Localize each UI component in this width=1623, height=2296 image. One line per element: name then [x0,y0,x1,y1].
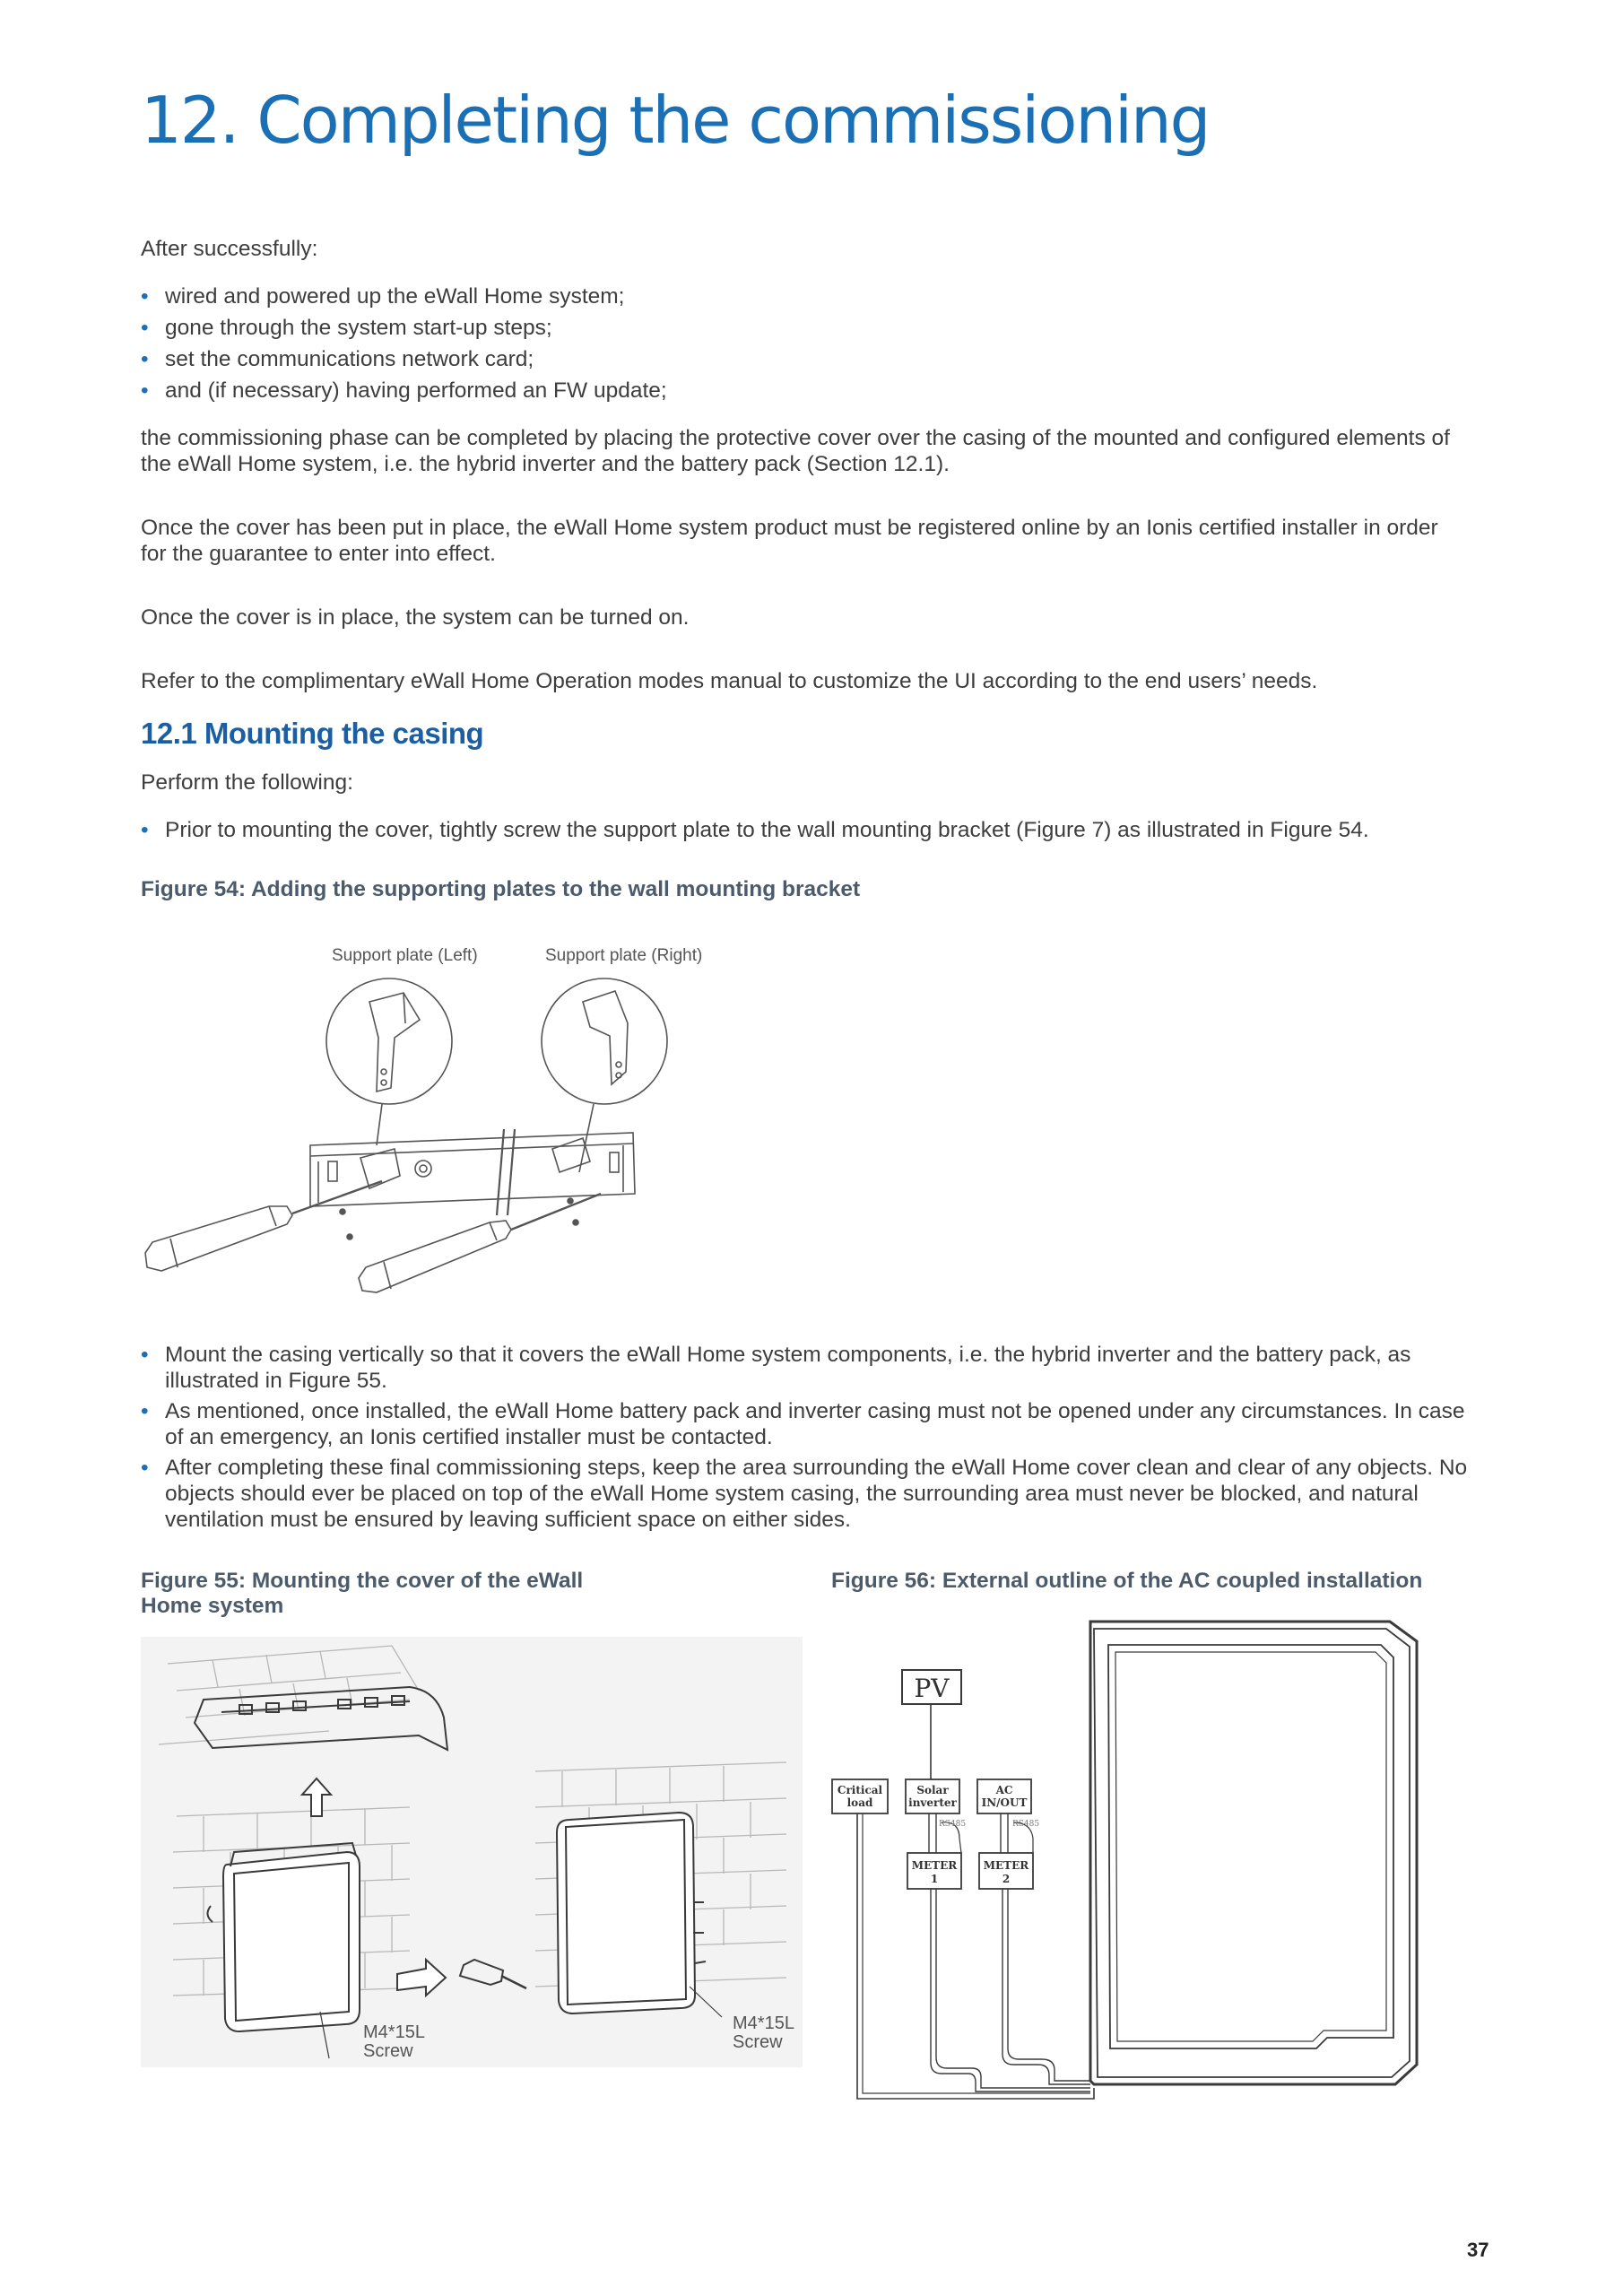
paragraph-turn-on: Once the cover is in place, the system can be turned on. [141,605,690,630]
solar-inverter-label-b: inverter [908,1796,957,1809]
screw-label-2b: Screw [733,2032,783,2052]
ac-in-out-label-a: AC [995,1784,1013,1796]
critical-load-label-a: Critical [837,1784,883,1796]
list-item: • gone through the system start-up steps; [141,315,1468,341]
screw-label-1b: Screw [363,2041,413,2061]
mounting-bullets [141,1342,1486,1533]
meter-1-label-b: 1 [930,1873,939,1885]
list-item: • wired and powered up the eWall Home system; [141,283,1468,309]
paragraph-registration: Once the cover has been put in place, the eWall Home system product must be registered online by an Ionis certified installer in order for the guarantee to enter into effect. [141,516,1438,566]
paragraph-commissioning: the commissioning phase can be completed by placing the protective cover over the casing of the mounted and configured elements of the eWall Home system, i.e. the hybrid inverter and the battery pack (Section 12.1). [141,426,1450,476]
screw-label-2a: M4*15L [733,2013,794,2033]
meter-2-label-a: METER [983,1859,1029,1872]
section-intro: Perform the following: [141,770,353,795]
rs485-label-1: RS485 [938,1820,967,1829]
meter-2-label-b: 2 [1002,1873,1011,1885]
meter-1-label-a: METER [911,1859,958,1872]
list-item: • set the communications network card; [141,346,1468,372]
critical-load-label-b: load [846,1796,873,1809]
list-item: • After completing these final commissioning steps, keep the area surrounding the eWall Home cover clean and clear of any objects. No objects should ever be placed on top of the eWall Home system casing, the surrounding area must never be blocked, and natural ventilation must be ensured by leaving sufficient space on either sides. [141,1455,1486,1533]
paragraph-operation-modes: Refer to the complimentary eWall Home Operation modes manual to customize the UI according to the end users’ needs. [141,669,1318,693]
figure-56-caption: Figure 56: External outline of the AC coupled installation [831,1569,1423,1593]
section-bullet-list [141,817,1486,843]
page-number: 37 [1467,2239,1489,2261]
list-item: • As mentioned, once installed, the eWall Home battery pack and inverter casing must not be opened under any circumstances. In case of an emergency, an Ionis certified installer must be contacted. [141,1398,1486,1450]
screw-label-1a: M4*15L [363,2022,425,2042]
list-item: • Mount the casing vertically so that it covers the eWall Home system components, i.e. the hybrid inverter and the battery pack, as illustrated in Figure 55. [141,1342,1486,1394]
pv-label: PV [914,1674,950,1703]
section-heading: 12.1 Mounting the casing [141,717,484,750]
figure-55-caption: Figure 55: Mounting the cover of the eWall Home system [141,1569,584,1618]
list-item: • and (if necessary) having performed an FW update; [141,378,1468,404]
solar-inverter-label-a: Solar [916,1784,949,1796]
steps-list [141,283,1468,404]
support-plate-left-label: Support plate (Left) [332,946,478,965]
figure-54-caption: Figure 54: Adding the supporting plates to the wall mounting bracket [141,877,861,901]
rs485-label-2: RS485 [1011,1820,1040,1829]
list-item: • Prior to mounting the cover, tightly screw the support plate to the wall mounting bracket (Figure 7) as illustrated in Figure 54. [141,817,1486,843]
page-title: 12. Completing the commissioning [141,83,1210,158]
intro-text: After successfully: [141,237,318,261]
figure-56-diagram [825,1614,1480,2117]
figure-55-illustration [141,1637,803,2067]
support-plate-right-label: Support plate (Right) [545,946,703,965]
figure-54-illustration [135,937,703,1296]
ac-in-out-label-b: IN/OUT [981,1796,1028,1809]
detail-circle-right [542,978,667,1104]
